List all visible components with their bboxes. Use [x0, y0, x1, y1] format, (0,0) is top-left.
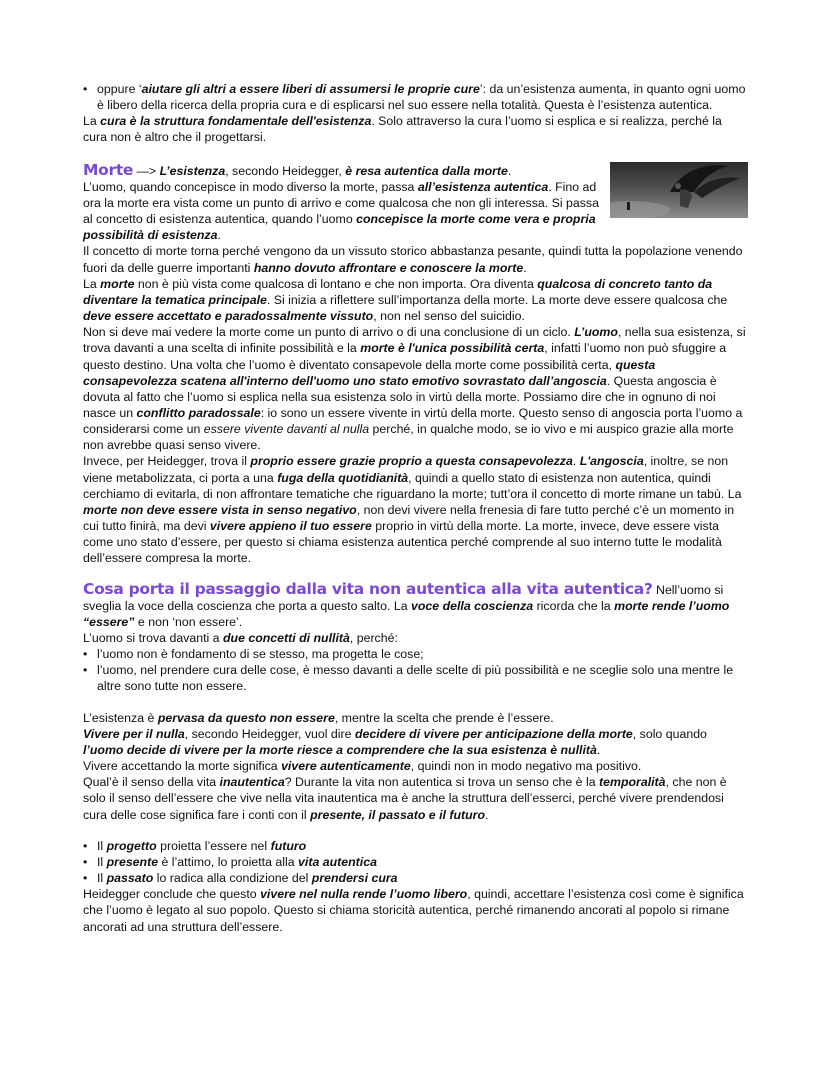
- list-item: • l’uomo, nel prendere cura delle cose, è messo davanti a delle scelte di più possibilità e ne sceglie solo una mentre le altre sono tutte non essere.: [83, 663, 734, 694]
- paragraph: L’uomo, quando concepisce in modo diverso la morte, passa all’esistenza autentica. Fino ad ora la morte era vista come un punto di arrivo e come qualcosa che non gli interessa. Si passa al concetto di esistenza autentica, quando l’uomo concepisce la morte come vera e propria possibilità di esistenza.: [83, 179, 599, 243]
- winged-figure-illustration: [610, 162, 748, 218]
- paragraph: oppure ‘aiutare gli altri a essere liberi di assumersi le proprie cure’: da un’esistenza aumenta, in quanto ogni uomo è libero della ricerca della propria cura e di esplicarsi nel suo essere nella totalità. Questa è l’esistenza autentica.: [97, 82, 746, 113]
- paragraph: L’uomo si trova davanti a due concetti di nullità, perché:: [83, 631, 398, 645]
- paragraph: Non si deve mai vedere la morte come un punto di arrivo o di una conclusione di un ciclo. L’uomo, nella sua esistenza, si trova davanti a una scelta di infinite possibilità e la morte è l'unica possibilità certa, infatti l’uomo non può sfuggire a questo destino. Una volta che l’uomo è diventato consapevole della morte come possibilità certa, questa consapevolezza scatena all'interno dell'uomo uno stato emotivo sovrastato dall’angoscia. Questa angoscia è dovuta al fatto che l’uomo si esplica nella sua esistenza solo in virtù della morte. Possiamo dire che in ognuno di noi nasce un conflitto paradossale: io sono un essere vivente in virtù della morte. Questo senso di angoscia porta l’uomo a considerarsi come un essere vivente davanti al nulla perché, in qualche modo, se io vivo e mi auspico grazie alla morte non avrebbe quasi senso vivere.: [83, 325, 746, 453]
- list-item: • Il passato lo radica alla condizione del prendersi cura: [83, 871, 398, 886]
- paragraph: La morte non è più vista come qualcosa di lontano e che non importa. Ora diventa qualcosa di concreto tanto da diventare la tematica principale. Si inizia a riflettere sull’importanza della morte. La morte deve essere qualcosa che deve essere accettato e paradossalmente vissuto, non nel senso del suicidio.: [83, 276, 728, 324]
- bullet: •: [83, 871, 88, 886]
- document-page: [83, 81, 748, 935]
- list-item: [83, 81, 748, 113]
- list-item: • Il presente è l’attimo, lo proietta alla vita autentica: [83, 854, 377, 869]
- list-item: • l’uomo non è fondamento di se stesso, ma progetta le cose;: [83, 647, 424, 662]
- paragraph: Heidegger conclude che questo vivere nel nulla rende l’uomo libero, quindi, accettare l’esistenza così come è significa che l’uomo è legato al suo popolo. Questo si chiama storicità autentica, perché rimanendo ancorati al popolo si rimane ancorati ad una struttura dell’essere.: [83, 887, 744, 934]
- paragraph: Invece, per Heidegger, trova il proprio essere grazie proprio a questa consapevolezza. L'angoscia, inoltre, se non viene metabolizzata, ci porta a una fuga della quotidianità, quindi a quello stato di esistenza non autentica, quindi cerchiamo di evitarla, di non affrontare tematiche che riguardano la morte; tutt’ora il concetto di morte rimane un tabù. La morte non deve essere vista in senso negativo, non devi vivere nella frenesia di fare tutto perché c’è un momento in cui tutto finirà, ma devi vivere appieno il tuo essere proprio in virtù della morte. La morte, invece, deve essere vista come uno stato d’essere, per questo si chiama esistenza autentica perché comprende al suo interno tutte le modalità dell’essere compresa la morte.: [83, 454, 742, 566]
- bullet: •: [83, 838, 88, 853]
- passaggio-intro: Cosa porta il passaggio dalla vita non autentica alla vita autentica? Nell’uomo si sveglia la voce della coscienza che porta a questo salto. La voce della coscienza ricorda che la morte rende l’uomo “essere” e non ‘non essere’.: [83, 579, 730, 629]
- bullet: •: [83, 82, 88, 96]
- bullet: •: [83, 854, 88, 869]
- section-heading-morte: Morte: [83, 160, 134, 179]
- paragraph: Vivere per il nulla, secondo Heidegger, vuol dire decidere di vivere per anticipazione della morte, solo quando l’uomo decide di vivere per la morte riesce a comprendere che la sua esistenza è nullità.: [83, 726, 707, 757]
- bullet: •: [83, 647, 88, 662]
- paragraph: La cura è la struttura fondamentale dell'esistenza. Solo attraverso la cura l’uomo si esplica e si realizza, perché la cura non è altro che il progettarsi.: [83, 114, 722, 145]
- paragraph: Vivere accettando la morte significa vivere autenticamente, quindi non in modo negativo ma positivo.: [83, 759, 642, 774]
- paragraph: Qual’è il senso della vita inautentica? Durante la vita non autentica si trova un senso che è la temporalità, che non è solo il senso dell’essere che vive nella vita inautentica ma è anche la struttura dell’esserci, perché vivere prendendosi cura delle cose significa fare i conti con il presente, il passato e il futuro.: [83, 775, 727, 822]
- paragraph: L’esistenza è pervasa da questo non essere, mentre la scelta che prende è l’essere.: [83, 710, 554, 725]
- death-angel-image: [610, 162, 748, 218]
- paragraph: Il concetto di morte torna perché vengono da un vissuto storico abbastanza pesante, quindi tutta la popolazione venendo fuori da delle guerre importanti hanno dovuto affrontare e conoscere la morte.: [83, 244, 743, 275]
- section-heading-passaggio: Cosa porta il passaggio dalla vita non autentica alla vita autentica?: [83, 579, 653, 598]
- bullet: •: [83, 663, 88, 678]
- list-item: • Il progetto proietta l’essere nel futuro: [83, 838, 307, 853]
- morte-intro: Morte —> L’esistenza, secondo Heidegger, è resa autentica dalla morte.: [83, 160, 512, 179]
